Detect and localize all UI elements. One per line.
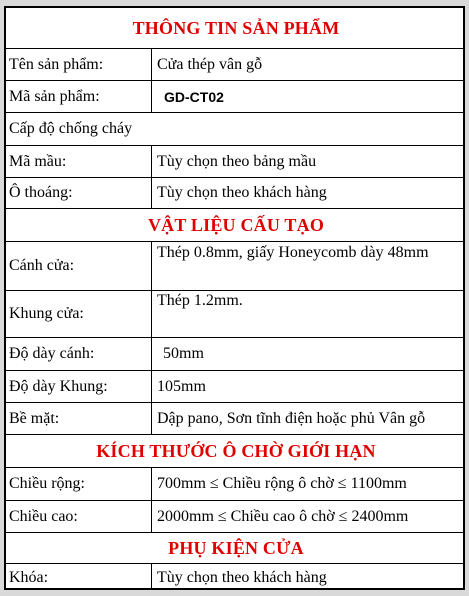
section-title-accessories[interactable]: PHỤ KIỆN CỬA	[168, 537, 304, 558]
table-row	[6, 178, 463, 209]
door-leaf-label[interactable]: Cánh cửa:	[6, 242, 152, 290]
table-row	[6, 146, 463, 178]
section-header-accessories	[6, 533, 463, 564]
vent-label[interactable]: Ô thoáng:	[6, 178, 152, 208]
table-row	[6, 338, 463, 371]
width-value[interactable]: 700mm ≤ Chiều rộng ô chờ ≤ 1100mm	[157, 475, 407, 492]
table-row	[6, 468, 463, 501]
section-title-opening-size[interactable]: KÍCH THƯỚC Ô CHỜ GIỚI HẠN	[96, 440, 376, 461]
leaf-thickness-label[interactable]: Độ dày cánh:	[6, 338, 152, 370]
leaf-thickness-value[interactable]: 50mm	[163, 345, 204, 362]
section-header-materials	[6, 209, 463, 242]
vent-value[interactable]: Tùy chọn theo khách hàng	[157, 184, 327, 201]
color-code-label[interactable]: Mã mầu:	[6, 146, 152, 177]
table-row	[6, 371, 463, 403]
color-code-value[interactable]: Tùy chọn theo bảng mầu	[157, 152, 317, 170]
lock-label[interactable]: Khóa:	[6, 564, 152, 588]
product-code-label[interactable]: Mã sản phẩm:	[6, 81, 152, 112]
door-frame-label[interactable]: Khung cửa:	[6, 291, 152, 337]
frame-thickness-label[interactable]: Độ dày Khung:	[6, 371, 152, 402]
table-row	[6, 564, 463, 588]
fire-rating-label[interactable]: Cấp độ chống cháy	[9, 120, 133, 137]
table-row	[6, 81, 463, 113]
door-leaf-value[interactable]: Thép 0.8mm, giấy Honeycomb dày 48mm	[157, 244, 429, 261]
table-row	[6, 242, 463, 291]
table-row	[6, 501, 463, 533]
frame-thickness-value[interactable]: 105mm	[157, 377, 206, 395]
table-row	[6, 113, 463, 146]
product-spec-table	[4, 6, 465, 590]
table-row	[6, 403, 463, 435]
product-name-value[interactable]: Cửa thép vân gỗ	[157, 55, 263, 73]
table-row	[6, 49, 463, 81]
section-title-materials[interactable]: VẬT LIỆU CẤU TẠO	[147, 214, 325, 235]
product-name-label[interactable]: Tên sản phẩm:	[6, 49, 152, 80]
width-label[interactable]: Chiều rộng:	[6, 468, 152, 500]
surface-value[interactable]: Dập pano, Sơn tĩnh điện hoặc phủ Vân gỗ	[157, 409, 426, 427]
lock-value[interactable]: Tùy chọn theo khách hàng	[157, 569, 327, 586]
section-title-product-info[interactable]: THÔNG TIN SẢN PHẨM	[132, 17, 340, 38]
section-header-product-info	[6, 8, 463, 49]
product-code-value[interactable]: GD-CT02	[164, 88, 224, 105]
door-frame-value[interactable]: Thép 1.2mm.	[157, 292, 243, 309]
section-header-opening-size	[6, 435, 463, 468]
surface-label[interactable]: Bề mặt:	[6, 403, 152, 434]
height-value[interactable]: 2000mm ≤ Chiều cao ô chờ ≤ 2400mm	[157, 507, 409, 525]
height-label[interactable]: Chiều cao:	[6, 501, 152, 532]
table-row	[6, 291, 463, 338]
